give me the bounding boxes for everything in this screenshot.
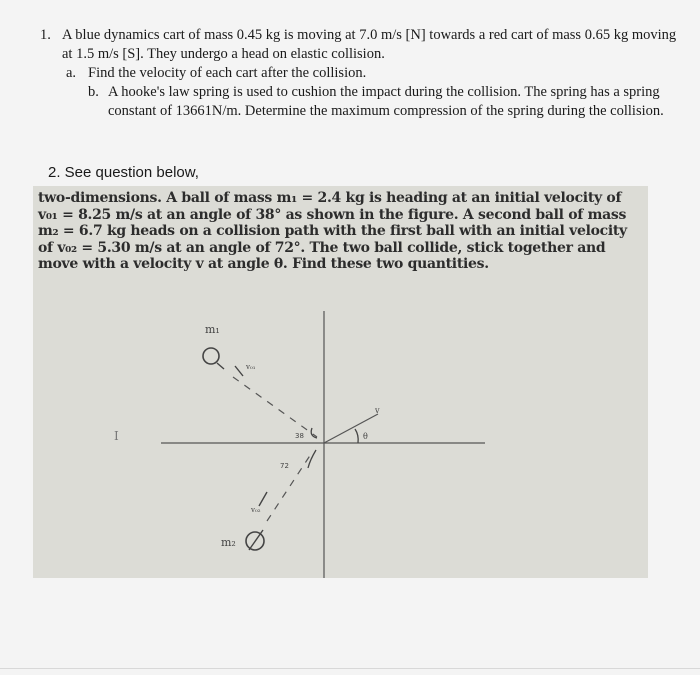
question-1-part-a <box>66 64 690 83</box>
collision-diagram <box>33 186 648 578</box>
v01-path <box>233 377 317 437</box>
ball-m1-tail <box>217 363 224 369</box>
label-m1: m₁ <box>205 323 220 336</box>
label-angle-72: 72 <box>280 462 289 470</box>
bottom-divider <box>0 668 700 669</box>
question-1-text: A blue dynamics cart of mass 0.45 kg is moving at 7.0 m/s [N] towards a red cart of mass 0.65 kg moving at 1.5 m/s [S]. They undergo a head on elastic collision. <box>62 27 677 62</box>
question-1 <box>40 26 690 121</box>
angle-theta-arc <box>355 429 358 443</box>
part-a-label: a. <box>66 65 77 81</box>
v01-arrow <box>235 366 243 376</box>
part-b-text: A hooke's law spring is used to cushion the impact during the collision. The spring has a spring constant of 13661N/m. Determine the maximum compression of the spring during the collision. <box>108 84 664 119</box>
v02-arrow <box>259 492 267 506</box>
part-b-label: b. <box>88 84 99 100</box>
v02-path <box>267 454 311 521</box>
question-2-heading: 2. See question below, <box>48 164 199 181</box>
ball-m1 <box>203 348 219 364</box>
label-m2: m₂ <box>221 536 236 549</box>
label-v: v <box>375 406 380 415</box>
cursor-mark: I <box>114 429 119 443</box>
label-v02: v₀₂ <box>251 506 261 514</box>
resultant-v-line <box>324 414 378 443</box>
angle-72-arc <box>308 450 316 468</box>
label-v01: v₀₁ <box>246 363 256 371</box>
label-theta: θ <box>363 432 368 441</box>
question-1-part-b <box>88 83 690 121</box>
question-1-number: 1. <box>40 27 51 43</box>
question-2-problem-text: two-dimensions. A ball of mass m₁ = 2.4 kg is heading at an initial velocity of v₀₁ = 8.25 m/s at an angle of 38° as shown in the figure. A second ball of mass m₂ = 6.7 kg heads on a collision path with the first ball with an initial velocity of v₀₂ = 5.30 m/s at an angle of 72°. The two ball collide, stick together and move with a velocity v at angle θ. Find these two quantities. <box>38 190 627 272</box>
label-angle-38: 38 <box>295 432 304 440</box>
part-a-text: Find the velocity of each cart after the collision. <box>88 65 367 81</box>
question-2-photo <box>33 186 648 578</box>
